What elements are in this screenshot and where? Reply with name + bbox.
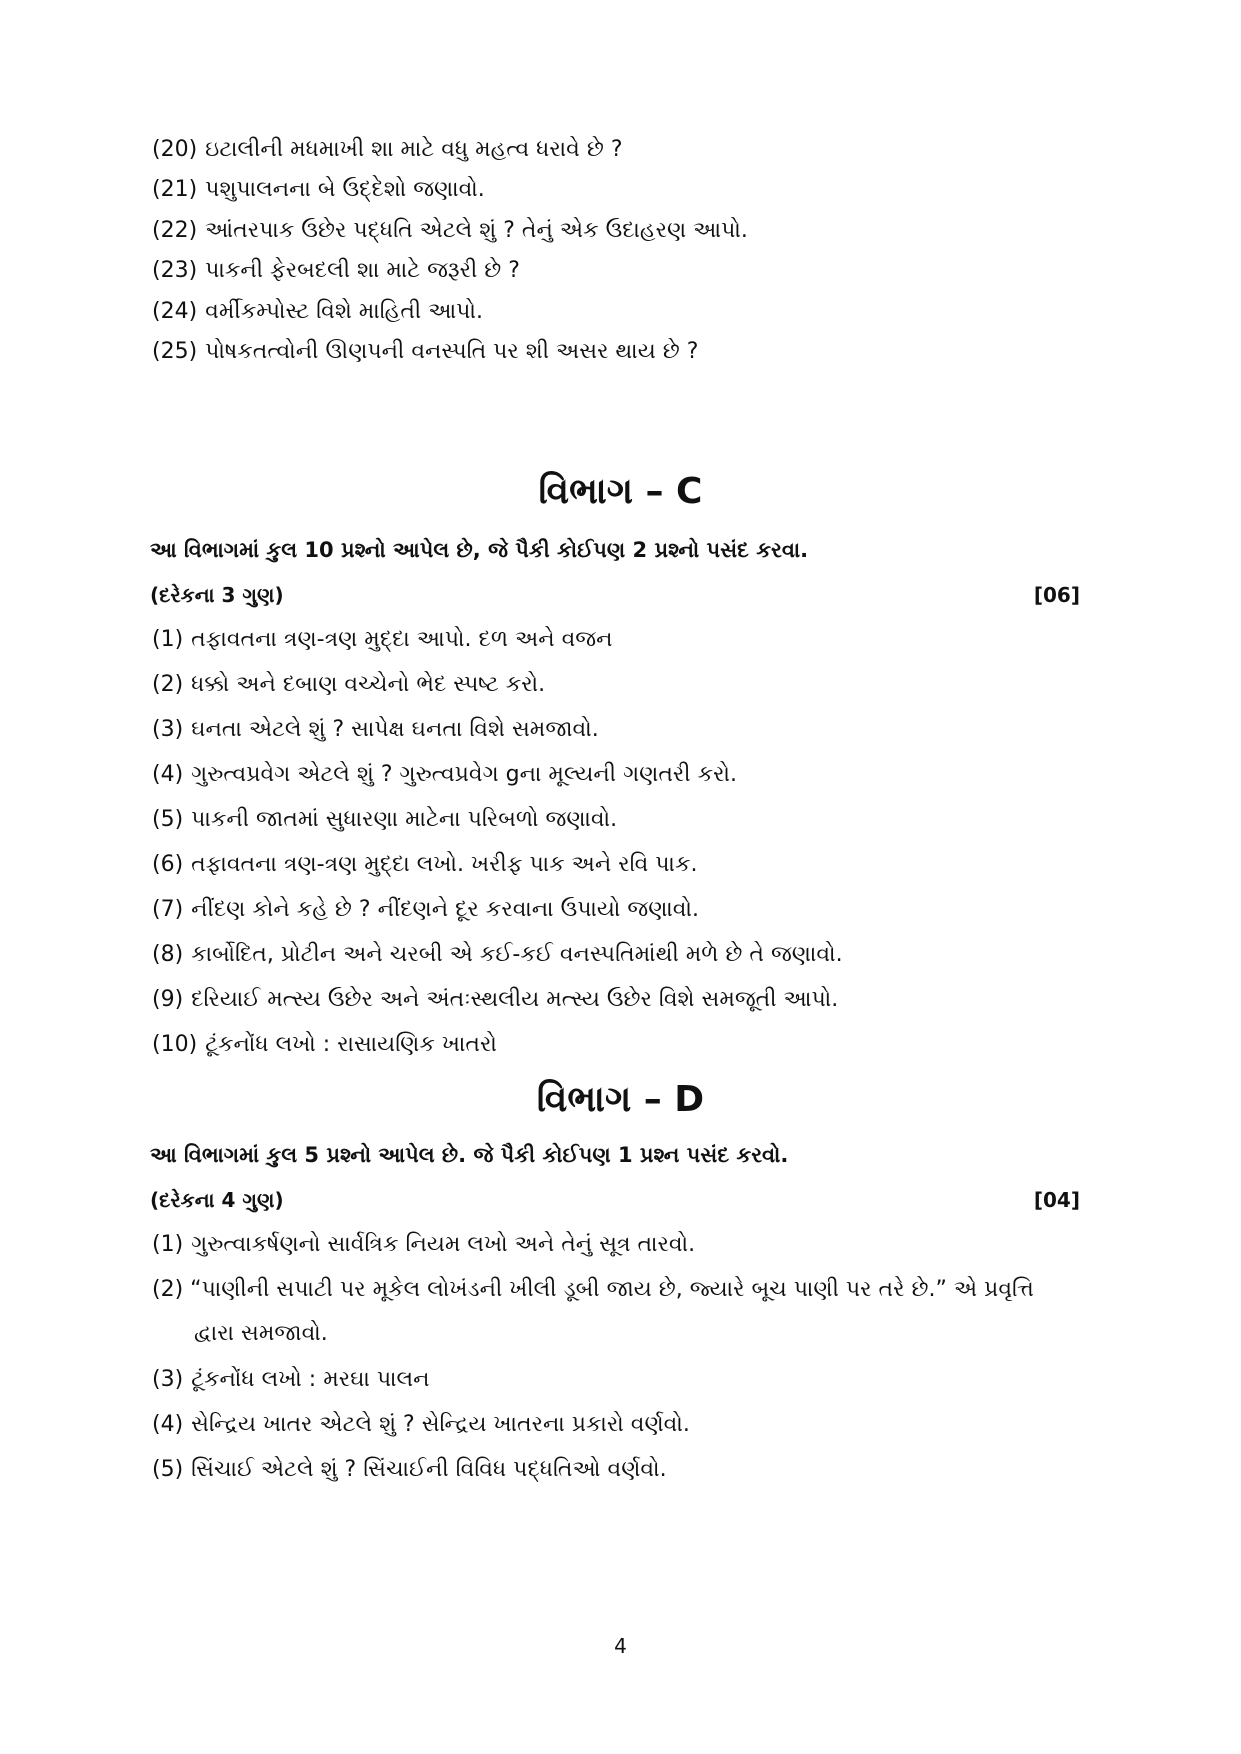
question-number: (1) [152,627,184,652]
question-number: (23) [152,258,198,283]
question-text: ગુરુત્વપ્રવેગ એટલે શું ? ગુરુત્વપ્રવેગ gના મૂલ્યની ગણતરી કરો. [191,762,737,787]
question-number: (5) [152,1457,184,1482]
question-number: (10) [152,1032,198,1057]
section-c-title: વિભાગ – C [538,471,703,512]
question-text: દરિયાઈ મત્સ્ય ઉછેર અને અંતઃસ્થલીય મત્સ્ય ઉછેર વિશે સમજૂતી આપો. [191,987,839,1012]
question-text: ગુરુત્વાકર્ષણનો સાર્વત્રિક નિયમ લખો અને તેનું સૂત્ર તારવો. [191,1232,696,1257]
question-b-25 [152,337,698,367]
section-d-marks-total: [04] [1033,1188,1080,1212]
question-text: સેન્દ્રિય ખાતર એટલે શું ? સેન્દ્રિય ખાતરના પ્રકારો વર્ણવો. [191,1412,690,1437]
question-text: વર્મીકમ્પોસ્ટ વિશે માહિતી આપો. [205,299,483,324]
question-c-7 [152,895,699,925]
question-d-5 [152,1455,667,1485]
question-text: પશુપાલનના બે ઉદ્દેશો જણાવો. [205,177,485,202]
question-text: કાર્બોદિત, પ્રોટીન અને ચરબી એ કઈ-કઈ વનસ્પતિમાંથી મળે છે તે જણાવો. [191,942,843,967]
question-number: (9) [152,987,184,1012]
question-text: પોષકતત્વોની ઊણપની વનસ્પતિ પર શી અસર થાય છે ? [205,339,699,364]
question-c-4 [152,760,737,790]
question-number: (5) [152,807,184,832]
section-c-marks-row [150,580,1080,610]
question-d-3 [152,1365,430,1395]
question-number: (6) [152,852,184,877]
question-c-6 [152,850,697,880]
question-number: (2) [152,672,184,697]
question-text: ટૂંકનોંધ લખો : રાસાયણિક ખાતરો [205,1032,497,1057]
question-c-10 [152,1030,497,1060]
page-number: 4 [614,1634,627,1658]
question-number: (2) [152,1277,184,1302]
question-number: (3) [152,717,184,742]
question-b-23 [152,256,520,286]
question-text: પાકની ફેરબદલી શા માટે જરૂરી છે ? [205,258,520,283]
question-b-22 [152,216,748,246]
section-d-marks-row [150,1185,1080,1215]
question-number: (4) [152,1412,184,1437]
question-number: (20) [152,137,198,162]
question-text: આંતરપાક ઉછેર પદ્ધતિ એટલે શું ? તેનું એક ઉદાહરણ આપો. [205,218,748,243]
question-c-5 [152,805,617,835]
question-number: (3) [152,1367,184,1392]
question-text: ધક્કો અને દબાણ વચ્ચેનો ભેદ સ્પષ્ટ કરો. [191,672,546,697]
question-text: નીંદણ કોને કહે છે ? નીંદણને દૂર કરવાના ઉપાયો જણાવો. [191,897,699,922]
question-c-9 [152,985,838,1015]
section-c-marks-total: [06] [1033,583,1080,607]
section-d-title: વિભાગ – D [536,1079,705,1120]
question-number: (24) [152,299,198,324]
question-c-2 [152,670,545,700]
question-number: (21) [152,177,198,202]
question-text: ઘનતા એટલે શું ? સાપેક્ષ ઘનતા વિશે સમજાવો. [191,717,599,742]
question-text: સિંચાઈ એટલે શું ? સિંચાઈની વિવિધ પદ્ધતિઓ વર્ણવો. [191,1457,667,1482]
question-c-1 [152,625,613,655]
question-b-20 [152,135,623,165]
question-number: (22) [152,218,198,243]
question-text: ઇટાલીની મધમાખી શા માટે વધુ મહત્વ ધરાવે છે ? [205,137,623,162]
question-text: તફાવતના ત્રણ-ત્રણ મુદ્દા લખો. ખરીફ પાક અને રવિ પાક. [191,852,698,877]
section-d-instruction: આ વિભાગમાં કુલ 5 પ્રશ્નો આપેલ છે. જે પૈકી કોઈપણ 1 પ્રશ્ન પસંદ કરવો. [150,1143,789,1167]
question-c-3 [152,715,599,745]
question-d-2 [152,1275,1092,1349]
question-text: તફાવતના ત્રણ-ત્રણ મુદ્દા આપો. દળ અને વજન [191,627,613,652]
section-d-marks-each: (દરેકના 4 ગુણ) [150,1188,284,1212]
question-number: (1) [152,1232,184,1257]
question-text: પાકની જાતમાં સુધારણા માટેના પરિબળો જણાવો. [191,807,618,832]
question-number: (25) [152,339,198,364]
question-text-continuation: દ્વારા સમજાવો. [194,1321,328,1346]
question-b-24 [152,297,483,327]
section-c-marks-each: (દરેકના 3 ગુણ) [150,583,284,607]
question-text: “પાણીની સપાટી પર મૂકેલ લોખંડની ખીલી ડૂબી જાય છે, જ્યારે બૂચ પાણી પર તરે છે.” એ પ્રવૃત્તિ [190,1277,1034,1302]
question-b-21 [152,175,485,205]
question-number: (4) [152,762,184,787]
section-c-instruction: આ વિભાગમાં કુલ 10 પ્રશ્નો આપેલ છે, જે પૈકી કોઈપણ 2 પ્રશ્નો પસંદ કરવા. [150,538,809,562]
question-number: (7) [152,897,184,922]
question-number: (8) [152,942,184,967]
question-d-1 [152,1230,695,1260]
question-c-8 [152,940,843,970]
question-d-4 [152,1410,690,1440]
question-text: ટૂંકનોંધ લખો : મરઘા પાલન [191,1367,430,1392]
